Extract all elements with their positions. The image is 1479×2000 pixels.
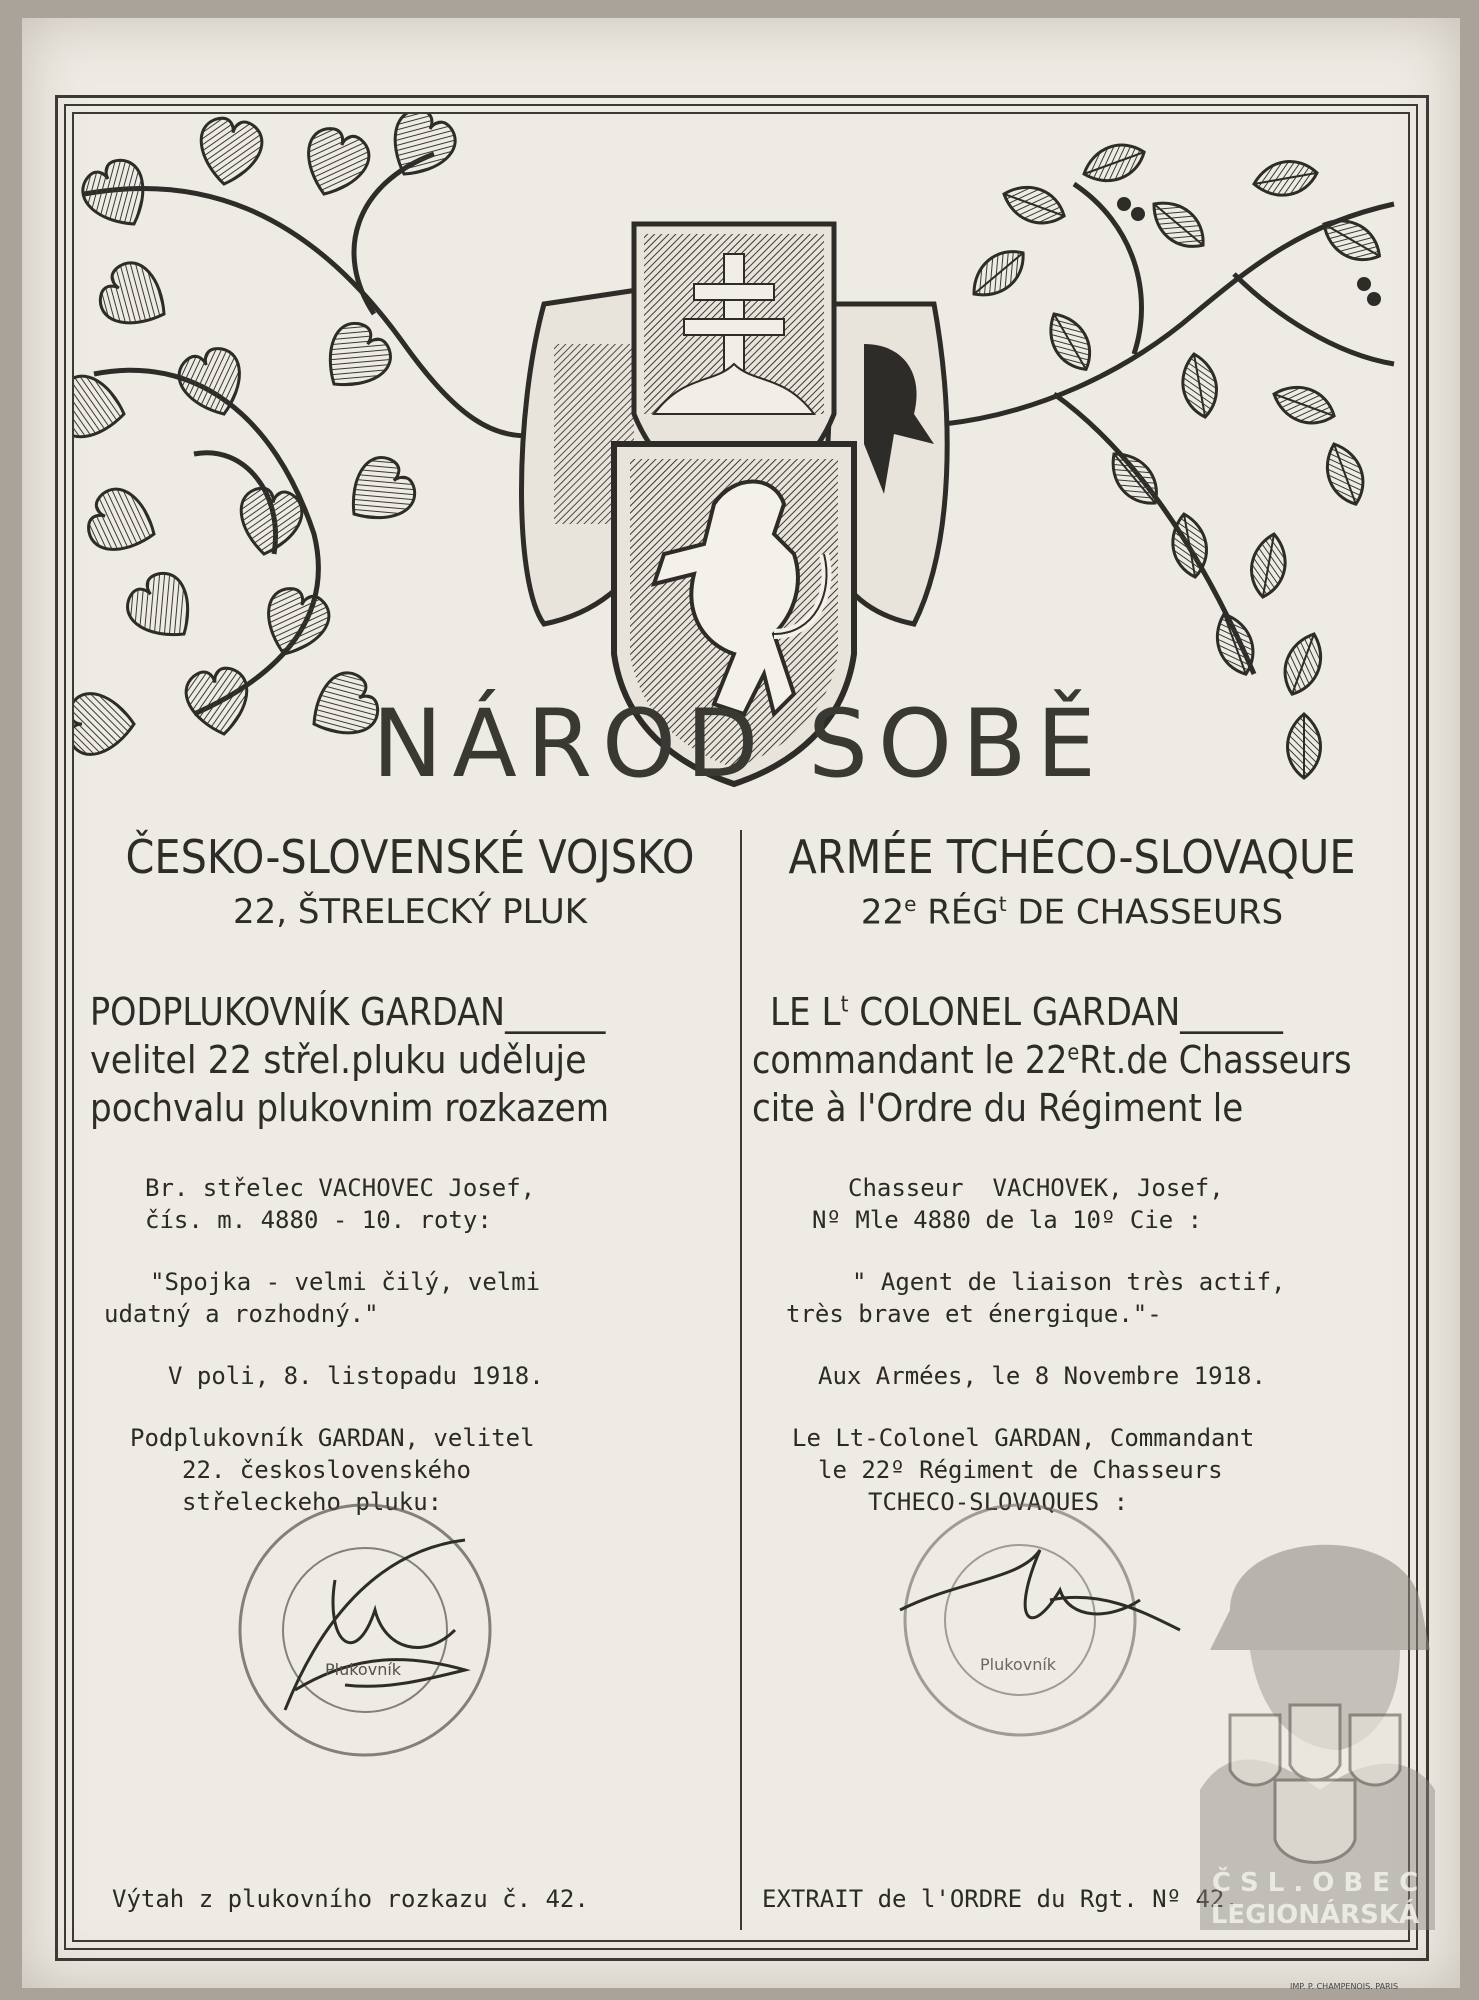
date-french: Aux Armées, le 8 Novembre 1918. — [818, 1362, 1266, 1391]
legion-watermark-logo — [1190, 1490, 1440, 1930]
citation-quote-czech-1: "Spojka - velmi čilý, velmi — [150, 1268, 541, 1296]
signature-line-french-2: le 22º Régiment de Chasseurs — [818, 1456, 1223, 1485]
signature-line-french-3: TCHECO-SLOVAQUES : — [868, 1488, 1129, 1517]
stamp-seal — [225, 1490, 505, 1770]
ordinal-suffix: e — [904, 892, 917, 916]
commendation-line-2: pochvalu plukovnim rozkazem — [90, 1086, 610, 1130]
regimental-stamp-left — [225, 1490, 505, 1770]
signature-line-czech-1: Podplukovník GARDAN, velitel — [130, 1424, 535, 1452]
soldier-number-french: Nº Mle 4880 de la 10º Cie : — [812, 1206, 1203, 1235]
officer-rank-prefix: LE L — [770, 990, 841, 1035]
officer-title-french — [752, 990, 1328, 1034]
regiment-name-french — [752, 892, 1392, 932]
printer-imprint: IMP. P. CHAMPENOIS. PARIS — [1290, 1982, 1399, 1991]
text-part: commandant le 22 — [752, 1038, 1068, 1083]
footer-french: EXTRAIT de l'ORDRE du Rgt. Nº 42. — [762, 1885, 1239, 1913]
dash-line: ______ — [505, 990, 606, 1034]
soldier-name-czech: Br. střelec VACHOVEC Josef, — [145, 1174, 536, 1202]
watermark-text-top: Č S L . O B E C — [1211, 1868, 1419, 1898]
regiment-name-czech: 22, ŠTRELECKÝ PLUK — [232, 892, 588, 932]
soldier-number-czech: čís. m. 4880 - 10. roty: — [145, 1206, 492, 1234]
signature-line-czech-2: 22. československého — [182, 1456, 471, 1484]
dash-line: ______ — [1180, 990, 1283, 1035]
stamp-center-text: Plukovník — [980, 1655, 1057, 1674]
regiment-number: 22 — [860, 892, 905, 933]
army-name-czech: ČESKO-SLOVENSKÉ VOJSKO — [125, 830, 695, 884]
signature-line-czech-3: střeleckeho pluku: — [182, 1488, 443, 1516]
signature-line-french-1: Le Lt-Colonel GARDAN, Commandant — [792, 1424, 1255, 1453]
citation-quote-czech-2: udatný a rozhodný." — [104, 1300, 379, 1328]
column-divider — [740, 830, 742, 1930]
officer-name: PODPLUKOVNÍK GARDAN — [90, 990, 506, 1034]
citation-quote-french-1: " Agent de liaison très actif, — [852, 1268, 1286, 1297]
army-name-french: ARMÉE TCHÉCO-SLOVAQUE — [788, 830, 1356, 884]
watermark-text-bottom: LEGIONÁRSKÁ — [1210, 1900, 1420, 1930]
commendation-line-french-2: cite à l'Ordre du Régiment le — [752, 1086, 1244, 1131]
officer-name: COLONEL GARDAN — [848, 990, 1181, 1035]
regimental-stamp-right — [880, 1480, 1200, 1760]
date-czech: V poli, 8. listopadu 1918. — [168, 1362, 544, 1390]
stamp-center-text: Plukovník — [325, 1660, 402, 1679]
stamp-seal — [880, 1480, 1200, 1760]
czech-column — [90, 830, 730, 1516]
commendation-line-1: velitel 22 střel.pluku uděluje — [90, 1038, 587, 1082]
soldier-name-french: Chasseur VACHOVEK, Josef, — [848, 1174, 1224, 1203]
soldier-helmet-icon — [1190, 1490, 1440, 1930]
abbr-suffix: t — [998, 892, 1007, 916]
headline-narod-sobe: NÁROD SOBĚ — [372, 690, 1106, 799]
footer-czech: Výtah z plukovního rozkazu č. 42. — [112, 1885, 589, 1913]
leaves-left — [74, 114, 463, 754]
text-part: Rt.de Chasseurs — [1079, 1038, 1352, 1083]
regiment-abbr: RÉG — [916, 892, 999, 933]
regiment-type: DE CHASSEURS — [1006, 892, 1284, 933]
rank-suffix: t — [840, 992, 849, 1018]
commendation-line-french-1 — [752, 1038, 1352, 1083]
french-column — [752, 830, 1392, 1516]
officer-title-czech — [90, 990, 653, 1034]
leaves-right — [963, 137, 1387, 778]
ordinal-suffix: e — [1067, 1040, 1080, 1066]
citation-quote-french-2: très brave et énergique."- — [786, 1300, 1162, 1329]
